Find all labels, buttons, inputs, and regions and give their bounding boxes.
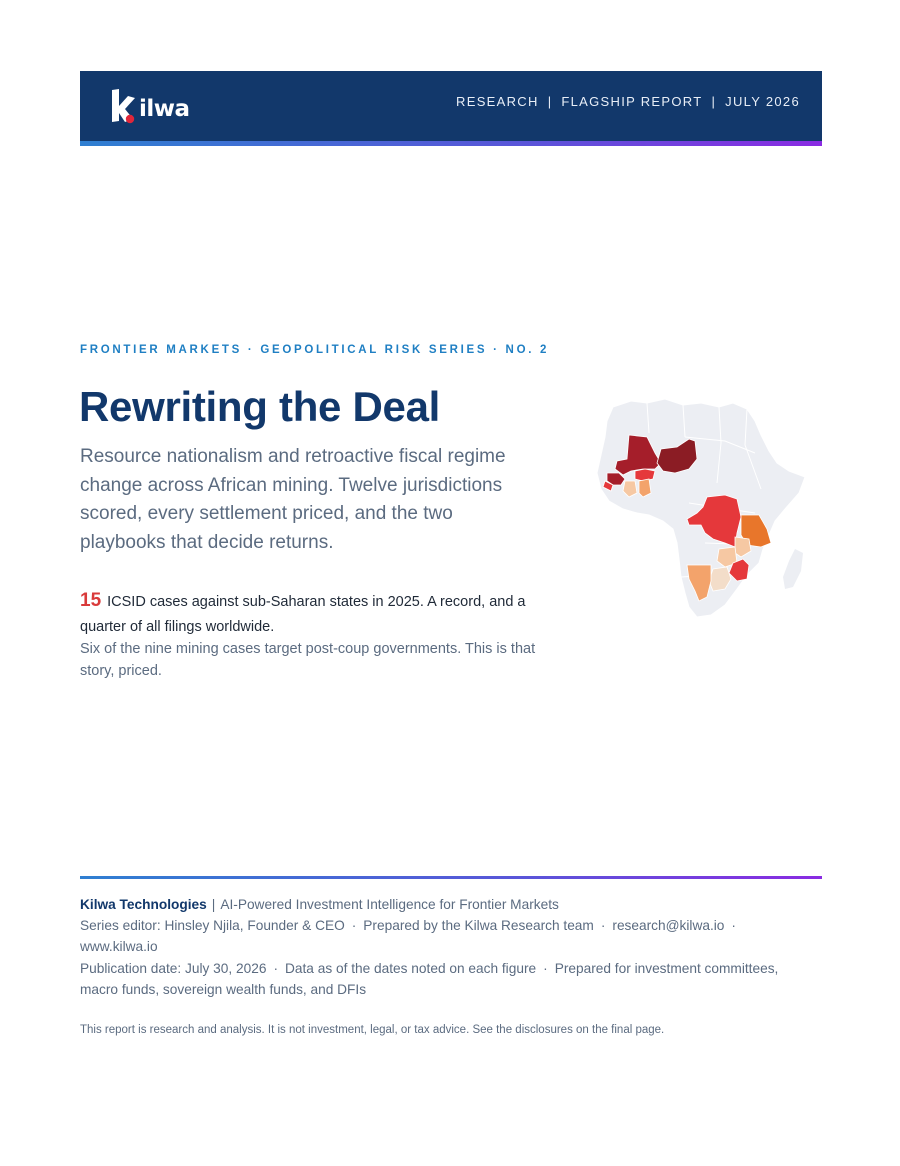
footer-dot: · [351, 918, 357, 933]
key-stat-note: Six of the nine mining cases target post-coup governments. This is that story, priced. [80, 641, 536, 679]
header-meta-separator: | [547, 94, 553, 109]
footer-credits-line [80, 918, 743, 933]
footer-company-name: Kilwa Technologies [80, 897, 207, 912]
footer-publication-line [80, 961, 778, 976]
footer-audience-a: Prepared for investment committees, [554, 961, 779, 976]
report-title: Rewriting the Deal [79, 383, 440, 430]
report-header-bar [80, 71, 822, 141]
series-eyebrow: FRONTIER MARKETS · GEOPOLITICAL RISK SERIES · NO. 2 [80, 344, 550, 356]
header-meta [456, 94, 800, 109]
key-stat [80, 588, 550, 640]
key-stat-value: 15 [80, 590, 102, 611]
kilwa-logo-mark-icon [108, 86, 138, 126]
key-stat-text: ICSID cases against sub-Saharan states in 2025. A record, and a quarter of all filings worldwide. [80, 594, 526, 635]
header-meta-report-type: FLAGSHIP REPORT [561, 94, 703, 109]
header-meta-separator: | [711, 94, 717, 109]
footer-dot: · [273, 961, 278, 976]
footer-email-link[interactable]: research@kilwa.io [612, 918, 725, 933]
footer-editor: Series editor: Hinsley Njila, Founder & CEO [80, 918, 345, 933]
footer-website-line [80, 939, 158, 954]
footer-dot: · [731, 918, 736, 933]
footer-data-note: Data as of the dates noted on each figure [285, 961, 537, 976]
footer-pub-date: Publication date: July 30, 2026 [80, 961, 267, 976]
footer-tagline: AI-Powered Investment Intelligence for Frontier Markets [220, 897, 559, 912]
footer-gradient-rule [80, 876, 822, 879]
footer-dot: · [543, 961, 548, 976]
footer-audience-line [80, 982, 366, 997]
madagascar-shape [783, 549, 803, 589]
header-gradient-rule [80, 141, 822, 146]
africa-map-icon [585, 393, 815, 623]
footer-dot: · [600, 918, 606, 933]
footer-audience-b: macro funds, sovereign wealth funds, and DFIs [80, 982, 367, 997]
header-meta-date: JULY 2026 [725, 94, 800, 109]
footer-separator: | [211, 897, 216, 912]
report-subtitle: Resource nationalism and retroactive fiscal regime change across African mining. Twelve jurisdictions scored, every settlement priced, and the two playbooks that decide returns. [80, 446, 506, 553]
country-ghana [639, 479, 651, 497]
kilwa-logo[interactable] [108, 81, 190, 131]
country-burkina-faso [635, 469, 655, 481]
legal-disclaimer: This report is research and analysis. It is not investment, legal, or tax advice. See the disclosures on the final page. [80, 1024, 665, 1036]
logo-wordmark: ilwa [139, 96, 190, 122]
footer-website-link[interactable]: www.kilwa.io [80, 939, 158, 954]
header-meta-section: RESEARCH [456, 94, 539, 109]
footer-brand-line [80, 897, 559, 912]
footer-prepared: Prepared by the Kilwa Research team [363, 918, 594, 933]
